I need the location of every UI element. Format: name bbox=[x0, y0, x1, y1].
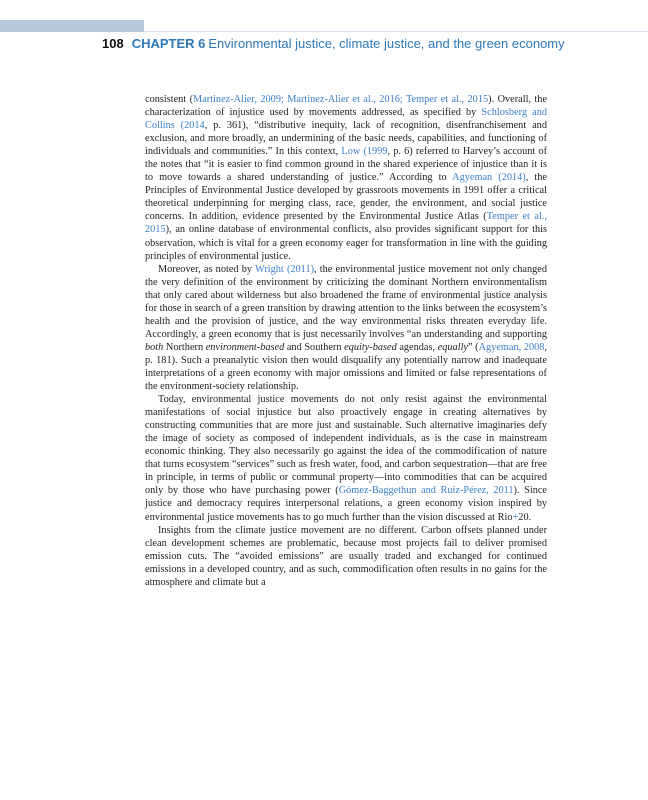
citation-link[interactable]: Martinez-Alier, 2009; Martinez-Alier et al., 2016; Temper et al., 2015 bbox=[193, 94, 489, 105]
chapter-title: Environmental justice, climate justice, and the green economy bbox=[208, 36, 565, 51]
header-color-bar bbox=[0, 20, 144, 32]
paragraph-2 bbox=[145, 263, 547, 393]
chapter-label: CHAPTER 6 bbox=[131, 36, 206, 51]
emphasis: environment-based bbox=[205, 341, 285, 353]
text-run: and Southern bbox=[284, 341, 345, 353]
text-run: ), an online database of environmental conflicts, also provides significant support for this observation, which is vital for a green economy eager for transformation in line with the guiding principles of environmental justice. bbox=[145, 224, 547, 262]
text-run: ” ( bbox=[468, 341, 479, 353]
emphasis: both bbox=[145, 341, 164, 353]
text-run: , the environmental justice movement not only changed the very definition of the environment by criticizing the dominant Northern environmentalism that only cared about wilderness but also broadened the frame of environmental justice analysis for those in search of a green transition by drawing attention to the links between the ecosystem’s health and the provision of justice, and the way environmental risks threaten everyday life. Accordingly, a green economy that is just necessarily involves “an understanding and supporting bbox=[145, 263, 547, 340]
emphasis: equally bbox=[437, 341, 468, 353]
citation-link[interactable]: Schlosberg and Collins (2014 bbox=[145, 107, 547, 132]
running-head bbox=[102, 35, 642, 53]
citation-link[interactable]: Agyeman, 2008 bbox=[478, 341, 545, 353]
text-run: , p. 361), “distributive inequity, lack of recognition, disenfranchisement and exclusion, and more broadly, an undermining of the basic needs, capabilities, and functioning of individuals and communities.” In this context, bbox=[145, 120, 547, 158]
citation-link[interactable]: Low (1999 bbox=[341, 146, 388, 158]
paragraph-1 bbox=[145, 93, 547, 263]
text-run: Today, environmental justice movements do not only resist against the environmental manifestations of social injustice but also proactively engage in creating alternatives by constructing communities that are more just and sustainable. Such alternative imaginaries defy the image of society as composed of independent individuals, as is the case in mainstream economic thinking. They also necessarily go against the idea of the commodification of nature that turns ecosystem “services” such as fresh water, food, and carbon sequestration—that are free in principle, in terms of public or communal property—into commodities that can be acquired only by those who have purchasing power ( bbox=[145, 394, 547, 497]
text-run: , the Principles of Environmental Justice developed by grassroots movements in 1991 offer a critical theoretical underpinning for merging class, race, gender, the environment, and social justice concerns. In addition, evidence presented by the Environmental Justice Atlas ( bbox=[145, 172, 547, 223]
text-run: ). Overall, the characterization of injustice used by movements addressed, as specified by bbox=[145, 94, 548, 119]
text-run: Northern bbox=[163, 341, 206, 353]
citation-link[interactable]: Agyeman (2014) bbox=[452, 172, 526, 184]
header-rule bbox=[144, 31, 648, 32]
text-run: , p. 181). Such a preanalytic vision then would disqualify any potentially narrow and inadequate interpretations of a green economy with major omissions and limited or false representations of the environment-society relationship. bbox=[145, 341, 547, 393]
page-number: 108 bbox=[102, 36, 124, 51]
text-run: ). Since justice and democracy requires interpersonal relations, a green economy vision inspired by environmental justice movements has to go much further than the vision discussed at Rio bbox=[145, 485, 547, 523]
citation-link[interactable]: Temper et al., 2015 bbox=[145, 211, 547, 236]
text-run: , p. 6) referred to Harvey’s account of the notes that “it is easier to find common ground in the shared experience of injustice than it is to move towards a shared understanding of justice.” According to bbox=[145, 146, 548, 184]
emphasis: equity-based bbox=[344, 341, 397, 353]
body-text bbox=[145, 93, 547, 589]
text-run: consistent ( bbox=[145, 94, 194, 105]
plus-sign: + bbox=[512, 511, 519, 523]
paragraph-4 bbox=[145, 524, 547, 589]
text-run: Moreover, as noted by bbox=[158, 263, 256, 275]
text-run: Insights from the climate justice movement are no different. Carbon offsets planned under clean development schemes are problematic, because most projects fail to deliver promised emission cuts. The “avoided emissions” are usually traded and exchanged for continued emissions in a developed country, and as such, commodification often results in no gains for the atmosphere and climate but a bbox=[145, 524, 547, 588]
text-run: agendas, bbox=[396, 341, 438, 353]
citation-link[interactable]: Gómez-Baggethun and Ruiz-Pérez, 2011 bbox=[338, 485, 514, 497]
text-run: 20. bbox=[518, 511, 532, 523]
citation-link[interactable]: Wright (2011) bbox=[255, 263, 315, 275]
paragraph-3 bbox=[145, 393, 547, 523]
